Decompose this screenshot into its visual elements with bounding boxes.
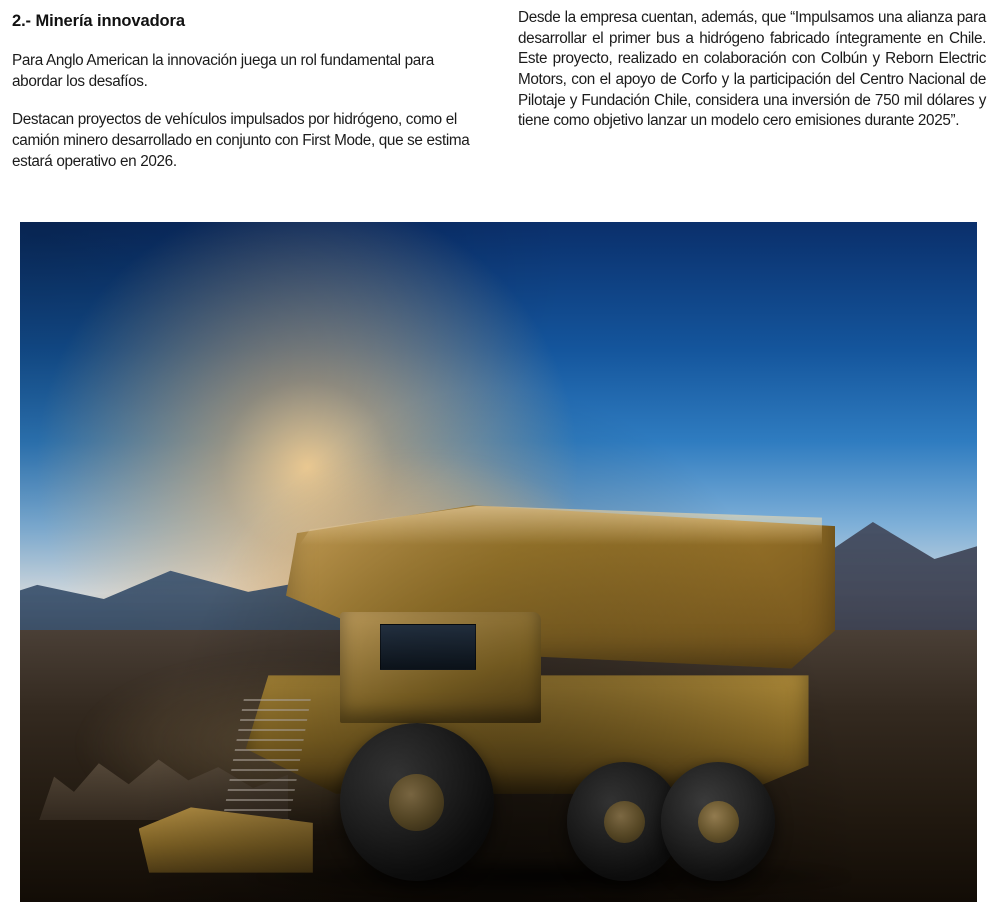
left-paragraph-2: Destacan proyectos de vehículos impulsados por hidrógeno, como el camión minero desarrollado en conjunto con First Mode, que se estima estará operativo en 2026. [12, 111, 470, 170]
truck-shadow [259, 857, 849, 896]
left-column [12, 8, 480, 172]
mining-truck-photo [20, 222, 977, 902]
truck-front-wheel [340, 723, 494, 881]
wheel-hub [604, 801, 645, 844]
left-paragraph-1: Para Anglo American la innovación juega un rol fundamental para abordar los desafíos. [12, 52, 434, 90]
haul-truck [192, 494, 862, 888]
right-paragraph-1: Desde la empresa cuentan, además, que “Impulsamos una alianza para desarrollar el primer bus a hidrógeno fabricado íntegramente en Chile. Este proyecto, realizado en colaboración con Colbún y Reborn Electric Motors, con el apoyo de Corfo y la participación del Centro Nacional de Pilotaje y Fundación Chile, considera una inversión de 750 mil dólares y tiene como objetivo lanzar un modelo cero emisiones durante 2025”. [518, 9, 986, 130]
right-column [518, 8, 986, 172]
two-column-text-area [0, 0, 1000, 172]
truck-rear-wheel-outer [661, 762, 775, 880]
photo-canvas [20, 222, 977, 902]
wheel-hub [389, 774, 444, 831]
truck-window [380, 624, 476, 669]
truck-bed-highlight [299, 506, 822, 545]
wheel-hub [698, 801, 739, 844]
section-title: 2.- Minería innovadora [12, 12, 185, 30]
